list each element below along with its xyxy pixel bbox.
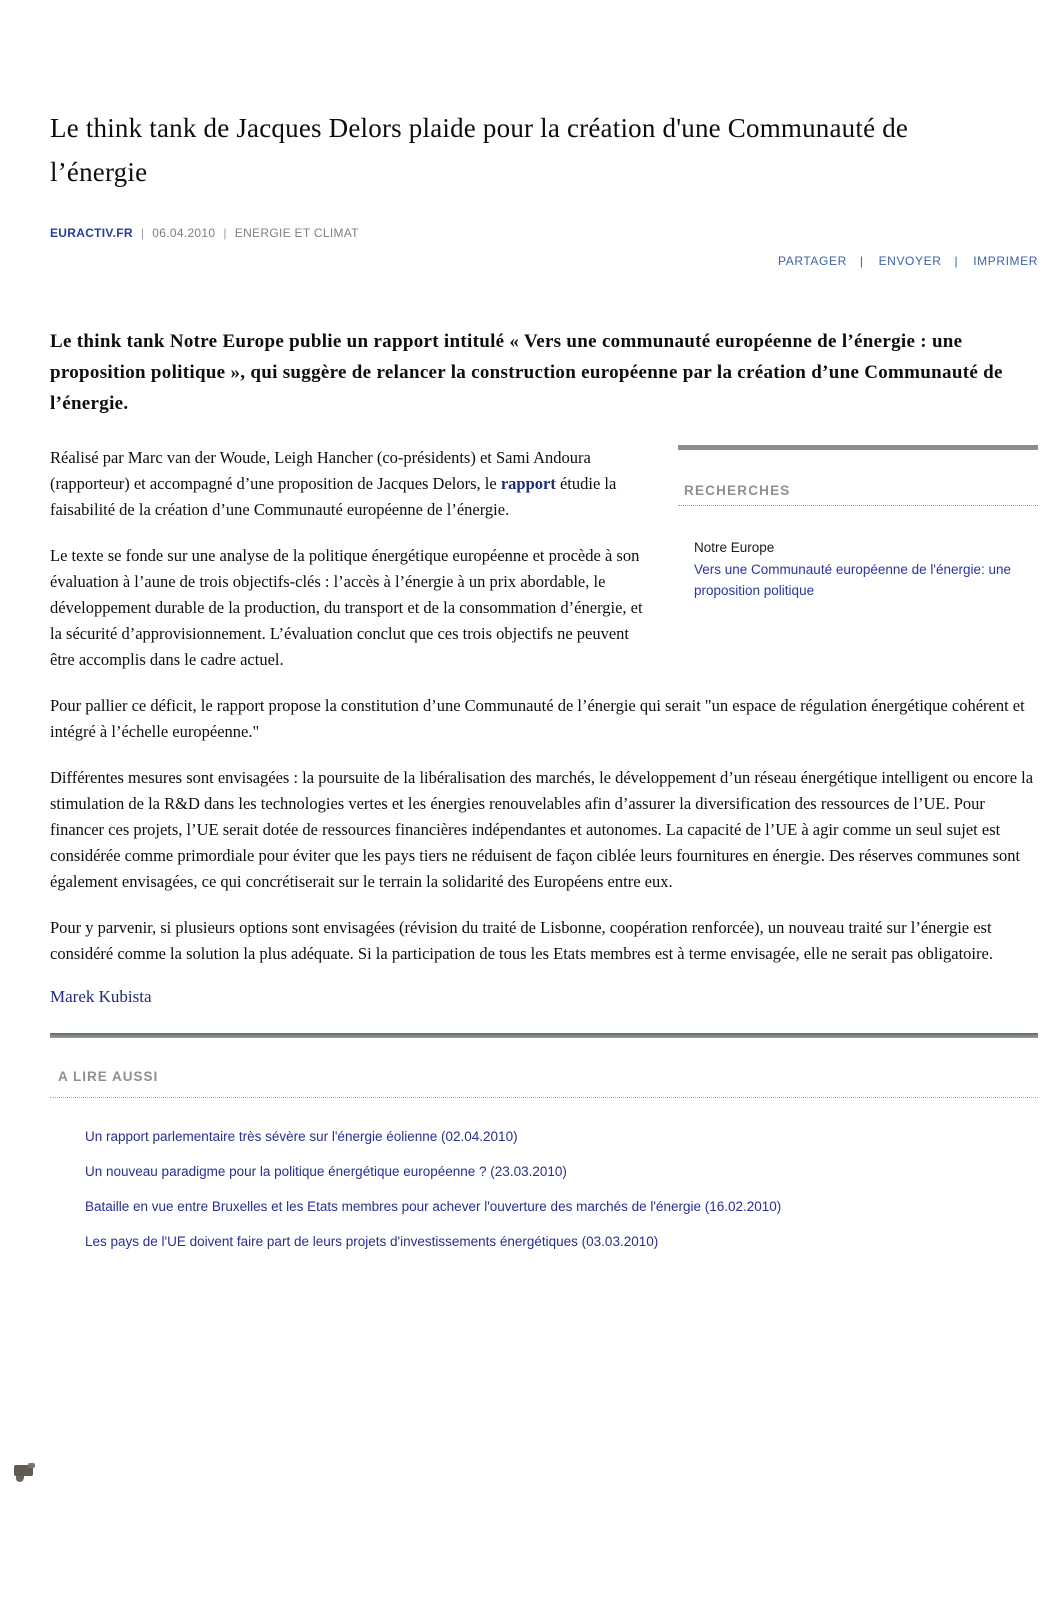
actions-separator: | — [954, 254, 959, 268]
paragraph-5: Pour y parvenir, si plusieurs options sont envisagées (révision du traité de Lisbonne, coopération renforcée), un nouveau traité sur l’énergie est considéré comme la solution la plus adéquate. Si la participation de tous les Etats membres est à terme envisagée, elle ne serait pas obligatoire. — [50, 918, 993, 963]
section-divider — [50, 1033, 1038, 1038]
list-item — [85, 1163, 1038, 1181]
sidebar-report-link[interactable]: Vers une Communauté européenne de l'énergie: une proposition politique — [694, 562, 1012, 598]
corner-mark-icon — [14, 1463, 40, 1485]
sidebar-top-rule — [678, 445, 1038, 450]
byline-separator: | — [140, 226, 145, 240]
actions-separator: | — [859, 254, 864, 268]
paragraph-4: Différentes mesures sont envisagées : la poursuite de la libéralisation des marchés, le développement d’un réseau énergétique intelligent ou encore la stimulation de la R&D dans les technologies vertes et les énergies renouvelables afin d’assurer la diversification des ressources de l’UE. Pour financer ces projets, l’UE serait dotée de ressources financières indépendantes et autonomes. La capacité de l’UE à agir comme un seul sujet est considérée comme primordiale pour éviter que les pays tiers ne réduisent de façon ciblée leurs fournitures en énergie. Des réserves communes sont également envisagées, ce qui concrétiserait sur le terrain la solidarité des Européens entre eux. — [50, 768, 1034, 891]
recherches-sidebar — [678, 445, 1038, 657]
byline — [50, 226, 1038, 240]
related-article-link[interactable]: Les pays de l'UE doivent faire part de leurs projets d'investissements énergétiques (03.03.2010) — [85, 1234, 659, 1249]
article-page — [50, 106, 1038, 1251]
paragraph-2: Le texte se fonde sur une analyse de la politique énergétique européenne et procède à son évaluation à l’aune de trois objectifs-clés : l’accès à l’énergie à un prix abordable, le développement durable de la production, du transport et de la consommation d’énergie, et la sécurité d’approvisionnement. L’évaluation conclut que ces trois objectifs ne peuvent être accomplis dans le cadre actuel. — [50, 546, 643, 669]
paragraph-1-text: étudie la faisabilité de la création d’une Communauté européenne de l’énergie. — [50, 474, 617, 519]
list-item — [85, 1233, 1038, 1251]
author-link[interactable]: Marek Kubista — [50, 987, 152, 1006]
sidebar-source-label: Notre Europe — [694, 540, 775, 555]
related-article-link[interactable]: Un nouveau paradigme pour la politique énergétique européenne ? (23.03.2010) — [85, 1164, 567, 1179]
list-item — [85, 1128, 1038, 1146]
partager-button[interactable]: PARTAGER — [778, 254, 847, 268]
read-also-dotted-rule — [50, 1097, 1038, 1098]
rapport-link[interactable]: rapport — [500, 474, 556, 493]
sidebar-dotted-rule — [678, 505, 1038, 506]
article-content — [50, 445, 1038, 1007]
byline-separator: | — [223, 226, 227, 240]
author-byline — [50, 987, 1038, 1007]
envoyer-button[interactable]: ENVOYER — [878, 254, 942, 268]
article-category: ENERGIE ET CLIMAT — [234, 226, 359, 240]
list-item — [85, 1198, 1038, 1216]
read-also-heading: A LIRE AUSSI — [58, 1069, 159, 1084]
related-article-link[interactable]: Bataille en vue entre Bruxelles et les Etats membres pour achever l'ouverture des marchés de l'énergie (16.02.2010) — [85, 1199, 782, 1214]
recherches-heading: RECHERCHES — [684, 483, 791, 498]
share-actions — [50, 254, 1038, 268]
paragraph-3: Pour pallier ce déficit, le rapport propose la constitution d’une Communauté de l’énergie qui serait "un espace de régulation énergétique cohérent et intégré à l’échelle européenne." — [50, 696, 1025, 741]
source-link[interactable]: EURACTIV.FR — [50, 226, 133, 240]
related-article-link[interactable]: Un rapport parlementaire très sévère sur l'énergie éolienne (02.04.2010) — [85, 1129, 518, 1144]
imprimer-button[interactable]: IMPRIMER — [973, 254, 1038, 268]
article-intro: Le think tank Notre Europe publie un rapport intitulé « Vers une communauté européenne de l’énergie : une proposition politique », qui suggère de relancer la construction européenne par la création d’une Communauté de l’énergie. — [50, 331, 1003, 414]
paragraph-1-text: Réalisé par Marc van der Woude, Leigh Hancher (co-présidents) et Sami Andoura (rapporteur) et accompagné d’une proposition de Jacques Delors, le — [50, 448, 591, 493]
article-date: 06.04.2010 — [152, 226, 216, 240]
page-title: Le think tank de Jacques Delors plaide pour la création d'une Communauté de l’énergie — [50, 113, 909, 187]
related-articles-list — [85, 1128, 1038, 1251]
